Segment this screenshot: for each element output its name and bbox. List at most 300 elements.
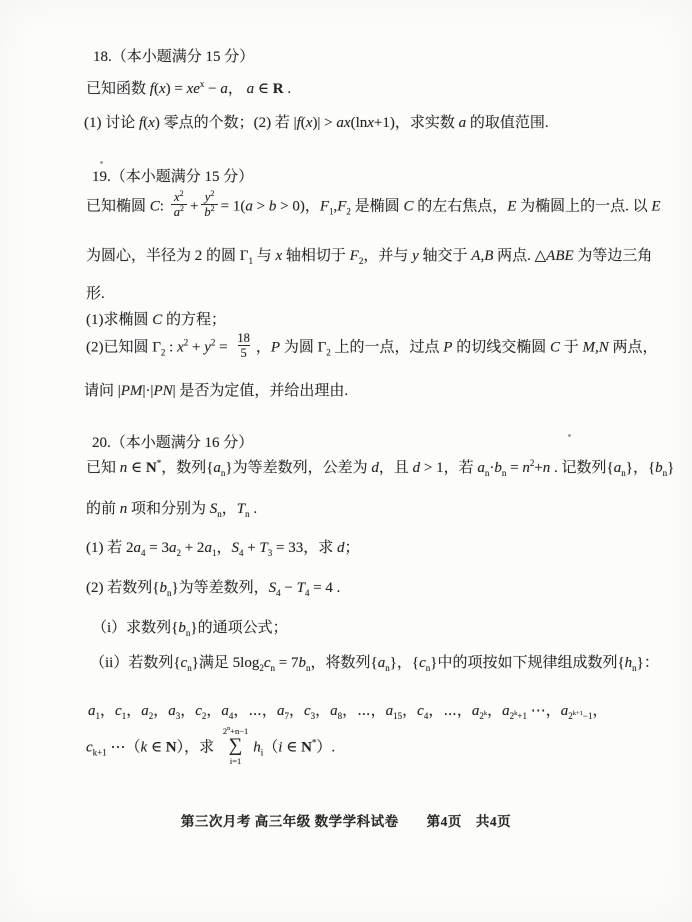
fraction-numerator <box>171 190 187 204</box>
q19-given-3 <box>86 283 105 305</box>
fraction-denominator <box>201 204 217 219</box>
text-segment: (1) 讨论 <box>84 115 139 131</box>
superscript: * <box>311 737 317 748</box>
superscript: x <box>199 79 205 89</box>
subscript: 3 <box>267 548 273 558</box>
text-segment: （i）求数列{ <box>92 620 179 636</box>
text-segment: = <box>506 460 523 476</box>
math-variable: a <box>133 540 141 556</box>
text-segment: ∈ <box>254 81 273 97</box>
subscript: 2 <box>176 548 181 558</box>
superscript: n <box>227 726 231 733</box>
q20-sequence <box>88 700 607 722</box>
text-segment: ， <box>288 703 304 719</box>
text-segment: |·| <box>142 383 154 399</box>
math-variable: x <box>174 190 180 204</box>
q20-sequence-2 <box>86 728 335 768</box>
text-segment: 19.（本小题满分 15 分） <box>92 169 254 185</box>
math-variable: a <box>560 703 569 719</box>
page-footer: 第三次月考 高三年级 数学学科试卷 第4页 共4页 <box>180 814 512 829</box>
math-variable: a <box>213 460 221 476</box>
math-variable: a <box>477 460 485 476</box>
q18-parts <box>84 112 549 134</box>
subscript: n <box>217 509 222 519</box>
scan-artifact-dot <box>100 161 103 164</box>
subscript: 1 <box>248 256 253 266</box>
text-segment: 18 <box>237 331 250 345</box>
subscript: n <box>662 468 668 478</box>
text-segment: −1 <box>582 711 593 721</box>
text-segment: 为圆心，半径为 2 的圆 Γ <box>86 248 249 264</box>
text-segment: 上的一点，过点 <box>330 339 444 356</box>
text-segment: 项和分别为 <box>127 501 210 517</box>
math-variable: P <box>270 339 281 356</box>
text-segment: ），求 <box>176 739 218 756</box>
math-variable: x <box>177 339 184 356</box>
math-variable: a <box>88 703 96 719</box>
subscript: n <box>270 663 276 673</box>
text-segment: = 7 <box>275 655 299 671</box>
math-variable: P <box>443 339 453 356</box>
math-variable: b <box>494 460 502 476</box>
text-segment: ， <box>402 703 418 719</box>
text-segment: = 4 . <box>309 580 341 596</box>
math-variable: a <box>221 703 229 719</box>
text-segment: i=1 <box>229 756 242 767</box>
math-variable: x <box>305 115 313 131</box>
text-segment: 两点， <box>608 339 658 356</box>
text-segment: > 0)， <box>276 198 320 215</box>
superscript: 2 <box>179 204 184 214</box>
math-variable: a <box>502 703 510 719</box>
math-variable: a <box>471 703 480 719</box>
text-segment: ∈ <box>147 739 166 756</box>
subscript: n <box>220 468 226 478</box>
math-variable: C <box>149 198 160 215</box>
text-segment: ) = <box>165 81 187 97</box>
text-segment: +n−1 <box>230 726 249 736</box>
subscript: 1 <box>121 711 127 721</box>
math-bold-symbol: N <box>301 739 312 756</box>
text-segment: 请问 | <box>84 383 121 399</box>
math-variable: ABE <box>546 248 574 264</box>
text-segment: + <box>534 460 543 476</box>
math-variable: T <box>296 580 305 596</box>
math-variable: i <box>278 739 283 756</box>
q19-header <box>92 166 253 188</box>
text-segment: ， <box>126 703 142 719</box>
text-segment: · <box>489 460 495 476</box>
text-segment: }满足 5log <box>191 655 260 671</box>
text-segment: . 记数列{ <box>550 460 614 476</box>
subscript: 4 <box>304 588 310 598</box>
text-segment: 于 <box>559 339 583 356</box>
math-variable: x <box>158 81 166 97</box>
math-variable: c <box>86 739 93 756</box>
text-segment: 为等边三角 <box>573 248 653 264</box>
math-variable: F <box>319 198 329 215</box>
text-segment: > <box>252 198 269 215</box>
superscript: 2 <box>529 458 535 468</box>
text-segment: ( <box>143 115 149 131</box>
math-variable: a <box>330 703 338 719</box>
text-segment: 轴相切于 <box>282 248 350 264</box>
text-segment: } <box>667 460 675 476</box>
text-segment: 2 <box>222 726 228 736</box>
text-segment: + 2 <box>180 540 205 556</box>
text-segment: = 1( <box>220 198 246 215</box>
text-segment: | 是否为定值，并给出理由. <box>172 383 349 399</box>
math-bold-symbol: R <box>272 81 284 97</box>
text-segment: + <box>188 339 205 356</box>
text-segment: 已知 <box>86 460 120 476</box>
math-variable: d <box>371 460 379 476</box>
fraction-numerator <box>202 190 218 204</box>
subscript: n <box>166 588 172 598</box>
q20-given-1 <box>86 457 674 479</box>
text-segment: }： <box>636 655 659 671</box>
fraction <box>201 190 217 220</box>
text-segment: 2 <box>509 711 515 721</box>
math-variable: T <box>236 501 246 517</box>
subscript: 2 <box>346 206 351 217</box>
text-segment: + <box>243 540 260 556</box>
text-segment: ， <box>153 703 169 719</box>
math-variable: N <box>598 339 609 356</box>
text-segment: ， <box>592 703 608 719</box>
text-segment: ，并与 <box>363 248 413 264</box>
text-segment: ，⋯， <box>233 703 277 719</box>
math-variable: k <box>140 739 148 756</box>
text-segment: . <box>283 81 292 97</box>
text-segment: 的切线交椭圆 <box>452 339 550 356</box>
text-segment: ， <box>487 703 503 719</box>
math-variable: xe <box>186 81 200 97</box>
math-variable: n <box>119 460 128 476</box>
text-segment: ）. <box>316 739 336 756</box>
math-variable: S <box>209 501 218 517</box>
math-variable: a <box>168 540 177 556</box>
superscript: k+1 <box>572 710 583 717</box>
q19-part-1 <box>86 309 226 331</box>
text-segment: 已知函数 <box>86 81 150 97</box>
math-variable: c <box>263 655 271 671</box>
text-segment: 为椭圆上的一点. 以 <box>516 198 652 215</box>
math-variable: b <box>178 620 186 636</box>
math-variable: C <box>403 198 414 215</box>
math-variable: b <box>159 580 167 596</box>
math-variable: b <box>268 198 277 215</box>
math-variable: f <box>296 115 301 131</box>
text-segment: : <box>159 198 168 215</box>
subscript: n <box>484 468 490 478</box>
superscript: 2 <box>210 204 215 214</box>
math-variable: a <box>458 115 467 131</box>
subscript: 1 <box>329 206 334 217</box>
text-segment: ， <box>315 703 331 719</box>
text-segment: ⋯（ <box>106 739 141 756</box>
text-segment: (1) 若 2 <box>86 540 134 556</box>
text-segment: ， <box>227 81 247 97</box>
subscript: 1 <box>95 711 100 721</box>
superscript: 2 <box>210 337 216 348</box>
q19-given-2 <box>86 245 652 267</box>
math-variable: PM <box>120 383 143 399</box>
subscript: n <box>501 468 507 478</box>
text-segment: +1 <box>517 711 527 721</box>
text-segment: − <box>280 580 297 596</box>
math-bold-symbol: N <box>165 739 177 756</box>
q20-part-2 <box>86 577 340 599</box>
math-variable: c <box>115 703 122 719</box>
subscript: n <box>385 663 390 673</box>
text-segment: ( <box>300 115 306 131</box>
math-variable: A <box>471 248 481 264</box>
math-variable: x <box>148 115 155 131</box>
text-segment: 的取值范围. <box>466 115 549 131</box>
text-segment: ， <box>216 540 232 556</box>
text-segment: ( <box>153 81 159 97</box>
math-variable: b <box>655 460 663 476</box>
text-segment: ⋯， <box>526 703 561 719</box>
math-variable: c <box>303 703 311 719</box>
math-variable: E <box>651 198 661 215</box>
math-variable: a <box>613 460 622 476</box>
math-variable: d <box>336 540 345 556</box>
text-segment: − <box>204 81 221 97</box>
text-segment: ，⋯， <box>428 703 472 719</box>
superscript: 2 <box>179 188 184 198</box>
math-variable: a <box>385 703 394 719</box>
math-variable: n <box>119 501 128 517</box>
text-segment: = 3 <box>145 540 169 556</box>
subscript: n <box>425 663 431 673</box>
text-segment: , <box>480 248 485 264</box>
text-segment: . <box>249 501 258 517</box>
q20-part-2i <box>92 617 288 639</box>
math-variable: y <box>412 248 419 264</box>
subscript: 4 <box>276 588 281 598</box>
subscript: 7 <box>284 711 289 721</box>
text-segment: ， <box>100 703 116 719</box>
text-segment: (2) 若数列{ <box>86 580 160 596</box>
subscript: n <box>632 663 637 673</box>
text-segment: , <box>333 198 338 215</box>
q20-given-2 <box>86 498 257 520</box>
superscript: k <box>514 710 518 717</box>
text-segment: , <box>594 339 599 356</box>
math-variable: c <box>195 703 202 719</box>
subscript: 4 <box>423 711 429 721</box>
text-segment: ， <box>255 339 271 356</box>
math-variable: C <box>152 312 163 328</box>
math-variable: a <box>173 205 180 220</box>
q19-part-2b <box>84 380 348 402</box>
text-segment: ， <box>180 703 196 719</box>
subscript: n <box>185 628 191 638</box>
text-segment: 20.（本小题满分 16 分） <box>92 435 254 451</box>
text-segment: (2)已知圆 Γ <box>86 339 161 356</box>
text-segment: }为等差数列， <box>171 580 269 596</box>
math-variable: y <box>204 339 211 356</box>
text-segment: 形. <box>86 286 105 302</box>
text-segment: +1)，求实数 <box>373 115 459 131</box>
superscript: * <box>156 458 162 468</box>
math-variable: a <box>377 655 386 671</box>
math-variable: c <box>180 655 188 671</box>
math-variable: F <box>337 198 347 215</box>
math-variable: h <box>253 739 261 756</box>
fraction <box>171 190 187 220</box>
text-segment: )| > <box>312 115 337 131</box>
math-variable: E <box>507 198 517 215</box>
math-variable: a <box>246 81 255 97</box>
text-segment: 2 <box>479 711 484 721</box>
subscript: 3 <box>310 711 316 721</box>
math-variable: c <box>419 655 426 671</box>
q20-part-1 <box>86 537 360 559</box>
text-segment: 的前 <box>86 501 120 517</box>
text-segment: }为等差数列，公差为 <box>225 460 372 476</box>
text-segment: 2 <box>568 711 573 721</box>
math-variable: y <box>204 190 211 204</box>
text-segment: 的左右焦点， <box>413 198 508 215</box>
subscript: 4 <box>238 548 244 558</box>
text-segment: }，{ <box>625 460 656 476</box>
subscript: 2 <box>326 347 331 358</box>
subscript: 2 <box>148 711 154 721</box>
subscript: n <box>305 663 311 673</box>
sigma-symbol: ∑ <box>228 735 243 757</box>
text-segment: ， <box>206 703 222 719</box>
subscript: 3 <box>175 711 181 721</box>
text-segment: }的通项公式； <box>190 620 288 636</box>
math-variable: h <box>624 655 633 671</box>
text-segment: ∈ <box>282 739 302 756</box>
math-variable: b <box>204 205 211 220</box>
math-variable: a <box>168 703 176 719</box>
subscript: 2 <box>160 347 166 358</box>
summation-lower-limit <box>230 756 241 766</box>
text-segment: 为圆 Γ <box>280 339 327 356</box>
text-segment: > 1，若 <box>420 460 478 476</box>
math-variable: ax <box>336 115 351 131</box>
subscript: k+1 <box>92 747 107 758</box>
math-variable: c <box>417 703 424 719</box>
text-segment: (ln <box>350 115 368 131</box>
math-variable: B <box>484 248 494 264</box>
superscript: 2 <box>210 188 215 198</box>
text-segment: ； <box>344 540 360 556</box>
text-segment: }中的项按如下规律组成数列{ <box>430 655 625 671</box>
subscript: i <box>260 747 264 758</box>
superscript: k <box>483 710 488 717</box>
math-variable: f <box>149 81 154 97</box>
text-segment: 18.（本小题满分 15 分） <box>93 49 255 65</box>
text-segment: （ii）若数列{ <box>90 655 181 671</box>
subscript: 2 <box>201 711 207 721</box>
q18-given <box>86 78 291 100</box>
subscript: n <box>245 509 250 519</box>
text-segment: ，且 <box>378 460 413 476</box>
math-variable: a <box>141 703 149 719</box>
scan-artifact-dot <box>568 434 571 437</box>
math-variable: n <box>542 460 551 476</box>
q19-given-1 <box>86 188 661 222</box>
q19-part-2 <box>86 333 658 363</box>
math-variable: d <box>412 460 421 476</box>
text-segment: 两点. △ <box>493 248 547 264</box>
math-variable: x <box>367 115 374 131</box>
math-variable: a <box>220 81 228 97</box>
text-segment: + <box>189 198 199 215</box>
text-segment: : <box>165 339 178 356</box>
math-variable: C <box>549 339 560 356</box>
math-variable: M <box>582 339 595 356</box>
subscript: 4 <box>141 548 146 558</box>
q20-header <box>92 432 253 454</box>
q18-header <box>93 46 254 68</box>
subscript: 1 <box>211 548 217 558</box>
text-segment: 已知椭圆 <box>86 198 150 215</box>
fraction <box>234 331 253 361</box>
math-variable: T <box>259 540 268 556</box>
text-segment: （ <box>263 739 279 756</box>
fraction-numerator <box>234 331 253 345</box>
text-segment: 是椭圆 <box>350 198 404 215</box>
subscript: 2 <box>259 663 264 673</box>
summation <box>223 726 248 766</box>
text-segment: ，数列{ <box>161 460 214 476</box>
text-segment: ∈ <box>127 460 146 476</box>
text-segment: 轴交于 <box>418 248 472 264</box>
math-variable: n <box>522 460 530 476</box>
text-segment: ， <box>221 501 237 517</box>
text-segment: 与 <box>252 248 276 264</box>
superscript: 2 <box>183 337 189 348</box>
math-variable: b <box>298 655 306 671</box>
math-bold-symbol: N <box>145 460 157 476</box>
math-variable: S <box>231 540 239 556</box>
math-variable: x <box>275 248 283 264</box>
text-segment: ) 零点的个数；(2) 若 | <box>154 115 297 131</box>
math-variable: S <box>268 580 277 596</box>
subscript: 2 <box>358 256 364 266</box>
math-variable: PN <box>153 383 173 399</box>
text-segment: ，⋯， <box>342 703 386 719</box>
subscript <box>510 711 527 721</box>
subscript: n <box>187 663 192 673</box>
text-segment: 5 <box>240 346 247 361</box>
text-segment: (1)求椭圆 <box>86 312 153 328</box>
math-variable: a <box>204 540 212 556</box>
text-segment: 的方程； <box>162 312 227 328</box>
fraction-denominator <box>171 204 187 219</box>
math-variable: a <box>276 703 285 719</box>
math-variable: F <box>349 248 359 264</box>
text-segment: }，{ <box>389 655 420 671</box>
subscript <box>568 711 592 721</box>
subscript: n <box>621 468 626 478</box>
math-variable: a <box>245 198 253 215</box>
text-segment: ，将数列{ <box>310 655 378 671</box>
subscript: 4 <box>228 711 234 721</box>
subscript <box>479 711 487 721</box>
q20-part-2ii <box>90 652 659 674</box>
math-variable: f <box>139 115 144 131</box>
text-segment: = 33，求 <box>272 540 337 556</box>
text-segment: = <box>215 339 232 356</box>
